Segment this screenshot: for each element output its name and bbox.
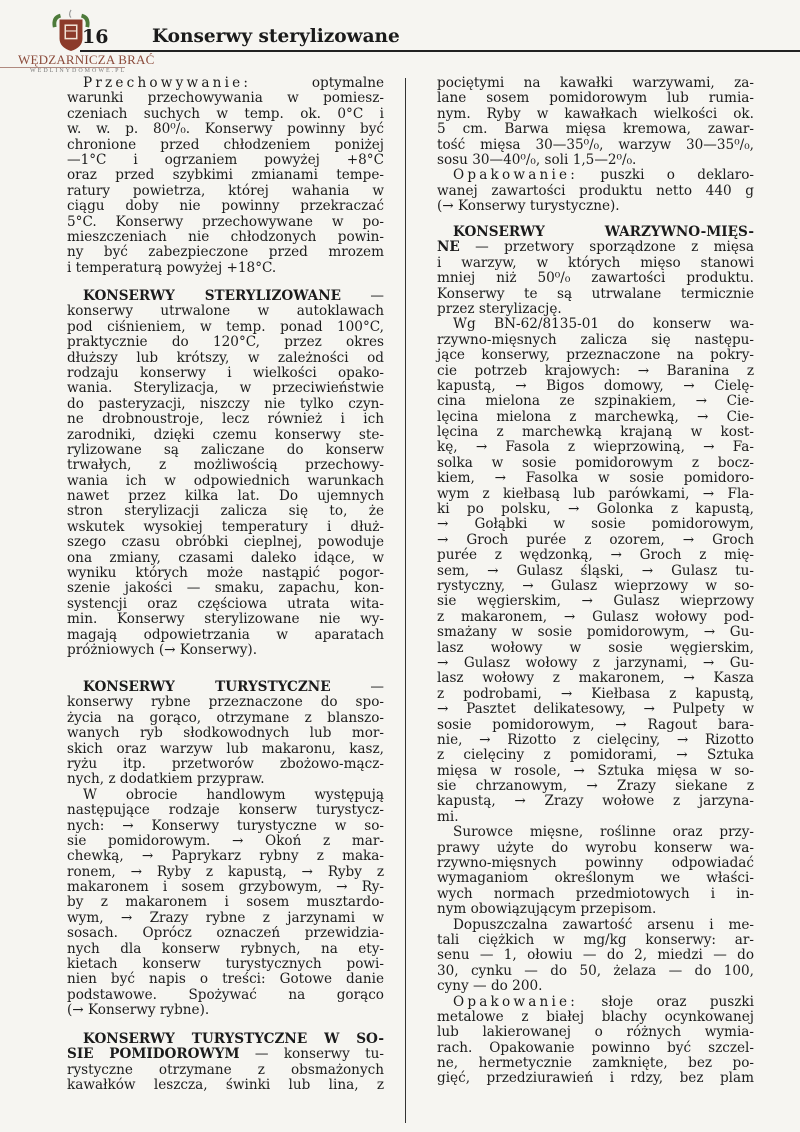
entry-heading: KONSERWY TURYSTYCZNE W SO- (83, 1031, 384, 1047)
text-line: kę, → Fasola z wieprzowiną, → Fa- (437, 439, 754, 456)
text-line: nym. Ryby w kawałkach wielkości ok. (437, 105, 754, 122)
text-line: wyniku których może nastąpić pogor- (67, 565, 384, 582)
text-line: nych, z dodatkiem przypraw. (67, 771, 265, 788)
text-line: pociętymi na kawałki warzywami, za- (437, 75, 754, 91)
text-line: smażany w sosie pomidorowym, → Gu- (437, 624, 754, 641)
text-line: min. Konserwy sterylizowane nie wy- (67, 611, 384, 628)
header-rule (80, 50, 800, 52)
line-text: — przetwory sporządzone z mięsa (459, 239, 754, 256)
text-line: wanych ryb słodkowodnych lub mor- (67, 725, 384, 742)
text-line: → Pasztet delikatesowy, → Pulpety w (437, 701, 754, 718)
text-block (67, 289, 384, 658)
text-line: przez sterylizację. (437, 300, 562, 317)
paragraph (437, 76, 754, 168)
page-title: Konserwy sterylizowane (152, 26, 400, 47)
text-line: mięsa w rosole, → Sztuka mięsa w so- (437, 762, 754, 779)
text-line: sosie pomidorowym, → Ragout bara- (437, 716, 754, 733)
text-line (67, 289, 384, 304)
paragraph (437, 825, 754, 917)
text-line: wym z kiełbasą lub parówkami, → Fla- (437, 485, 754, 502)
text-line: purée z wędzonką, → Groch z mię- (437, 547, 754, 564)
text-line: —1°C i ogrzaniem powyżej +8°C (67, 151, 384, 168)
text-line: Dopuszczalna zawartość arsenu i me- (453, 916, 754, 933)
watermark-site: WEDLINYDOMOWE.PL (30, 68, 127, 74)
text-line (67, 76, 384, 91)
text-line: praktycznie do 120°C, przez okres (67, 334, 384, 351)
text-line: lasz wołowy w sosie węgierskim, (437, 639, 754, 656)
text-line: warunki przechowywania w pomiesz- (67, 90, 384, 107)
text-line: zarodniki, dzięki czemu konserwy ste- (67, 426, 384, 443)
text-line: i warzyw, w których mięso stanowi (437, 254, 754, 271)
text-line: sem, → Gulasz śląski, → Gulasz tu- (437, 562, 754, 579)
text-line: sie węgierskim, → Gulasz wieprzowy (437, 593, 754, 610)
text-line: mieszczeniach nie chłodzonych powin- (67, 228, 384, 245)
line-text: optymalne (251, 75, 384, 91)
text-line: próżniowych (→ Konserwy). (67, 641, 258, 658)
text-line: kapustą, → Zrazy wołowe z jarzyna- (437, 793, 754, 810)
text-line: cina mielona ze szpinakiem, → Cie- (437, 393, 754, 410)
text-line: nie, → Rizotto z cielęciny, → Rizotto (437, 731, 754, 748)
text-line: nych: → Konserwy turystyczne w so- (67, 817, 384, 834)
text-line: wych normach przedmiotowych i in- (437, 885, 754, 902)
text-line (437, 168, 754, 183)
column-divider (405, 78, 406, 1123)
text-line: kapustą, → Bigos domowy, → Cielę- (437, 377, 754, 394)
text-line: kiem, → Fasolka w sosie pomidoro- (437, 470, 754, 487)
text-line: lub lakierowanej o różnych wymia- (437, 1024, 754, 1041)
text-line: lęcina z marchewką krajaną w kost- (437, 424, 754, 441)
text-line: Konserwy te są utrwalane termicznie (437, 285, 754, 302)
text-line: rylizowane są zaliczane do konserw (67, 441, 384, 458)
text-line: konserwy utrwalone w autoklawach (67, 303, 384, 320)
text-line: wskutek wysokiej temperatury i dłuż- (67, 518, 384, 535)
text-line: wania ich w odpowiednich warunkach (67, 472, 384, 489)
text-line: cie potrzeb krajowych: → Baranina z (437, 362, 754, 379)
text-line: szenie jakości — smaku, zapachu, kon- (67, 580, 384, 597)
paragraph (437, 918, 754, 995)
line-text: — (330, 679, 384, 695)
text-line: senu — 1, ołowiu — do 2, miedzi — do (437, 947, 754, 964)
text-line: 5 cm. Barwa mięsa kremowa, zawar- (437, 121, 754, 138)
text-line: chronione przed chłodzeniem poniżej (67, 136, 384, 153)
text-line (437, 225, 754, 240)
spaced-term: Opakowanie: (453, 993, 579, 1010)
text-block (67, 76, 384, 276)
text-line: Surowce mięsne, roślinne oraz przy- (453, 824, 754, 841)
text-line: sosach. Oprócz oznaczeń przewidzia- (67, 925, 384, 942)
text-line: ryżu itp. przetworów zbożowo-mącz- (67, 755, 384, 772)
text-line: z cielęciny z pomidorami, → Sztuka (437, 747, 754, 764)
text-line: szego czasu obróbki cieplnej, powoduje (67, 534, 384, 551)
paragraph (437, 168, 754, 214)
text-line: ciągu doby nie powinny przekraczać (67, 198, 384, 215)
text-line: sie chrzanowym, → Zrazy siekane z (437, 778, 754, 795)
text-line: oraz przed szybkimi zmianami tempe- (67, 167, 384, 184)
text-line: w. w. p. 80⁰/₀. Konserwy powinny być (67, 121, 384, 138)
spaced-term: Przechowywanie: (83, 75, 252, 91)
text-line: gięć, przedziurawień i rdzy, bez plam (437, 1070, 754, 1087)
text-line: chewką, → Paprykarz rybny z maka- (67, 848, 384, 865)
line-text: słoje oraz puszki (578, 993, 754, 1010)
text-block (67, 680, 384, 1019)
text-line: → Groch purée z ozorem, → Groch (437, 531, 754, 548)
paragraph (437, 225, 754, 317)
text-line: ki po polsku, → Golonka z kapustą, (437, 501, 754, 518)
text-line: ronem, → Ryby z kapustą, → Ryby z (67, 863, 384, 880)
text-line: lęcina mielona z marchewką, → Cie- (437, 408, 754, 425)
text-line: nien być napis o treści: Gotowe danie (67, 971, 384, 988)
line-text: — konserwy tu- (239, 1046, 384, 1063)
text-line: ratury powietrza, której wahania w (67, 182, 384, 199)
text-line: z podrobami, → Kiełbasa z kapustą, (437, 685, 754, 702)
text-line: nym obowiązującym przepisom. (437, 901, 657, 918)
text-line: makaronem i sosem grzybowym, → Ry- (67, 879, 384, 896)
text-line: tość mięsa 30—35⁰/₀, warzyw 30—35⁰/₀, (437, 136, 754, 153)
text-line: Wg BN-62/8135-01 do konserw wa- (453, 316, 754, 333)
text-line: (→ Konserwy turystyczne). (437, 198, 620, 215)
watermark-brand: WĘDZARNICZA BRAĆ (18, 52, 155, 67)
text-line: magają odpowietrzania w aparatach (67, 626, 384, 643)
text-line: metalowe z białej blachy ocynkowanej (437, 1008, 754, 1025)
text-line (437, 995, 754, 1010)
text-line: cyny — do 200. (437, 978, 543, 995)
text-line: systencji oraz częściowa utrata wita- (67, 595, 384, 612)
text-line: rach. Opakowanie powinno być szczel- (437, 1039, 754, 1056)
paragraph (437, 317, 754, 825)
text-line: rystyczne otrzymane z obsmażonych (67, 1061, 384, 1078)
entry-heading: KONSERWY STERYLIZOWANE (83, 288, 341, 304)
text-line: rzywno-mięsnych zalicza się następu- (437, 331, 754, 348)
entry-heading: SIE POMIDOROWYM (67, 1046, 240, 1063)
text-line: sosu 30—40⁰/₀, soli 1,5—2⁰/₀. (437, 151, 637, 168)
text-line: ne, hermetycznie zamknięte, bez po- (437, 1055, 754, 1072)
text-line: 30, cynku — do 50, żelaza — do 100, (437, 962, 754, 979)
text-line: wanej zawartości produktu netto 440 g (437, 182, 754, 199)
text-line: wymaganiom określonym we właści- (437, 870, 754, 887)
text-line: prawy użyte do wyrobu konserw wa- (437, 839, 754, 856)
entry-heading: KONSERWY WARZYWNO-MIĘS- (453, 224, 754, 240)
text-block (437, 76, 754, 215)
text-block (67, 1032, 384, 1094)
text-line: tali ciężkich w mg/kg konserwy: ar- (437, 931, 754, 948)
text-line: 5°C. Konserwy przechowywane w po- (67, 213, 384, 230)
text-line: następujące rodzaje konserw turystycz- (67, 802, 384, 819)
text-line: sie pomidorowym. → Okoń z mar- (67, 832, 384, 849)
text-line: rodzaju konserwy i wielkości opako- (67, 364, 384, 381)
text-line: lasz wołowy z makaronem, → Kasza (437, 670, 754, 687)
text-line: rzywno-mięsnych powinny odpowiadać (437, 855, 754, 872)
text-line: by z makaronem i sosem musztardo- (67, 894, 384, 911)
spaced-term: Opakowanie: (453, 167, 579, 184)
text-line: nych dla konserw rybnych, na ety- (67, 940, 384, 957)
text-line: kawałków leszcza, świnki lub lina, z (67, 1077, 384, 1094)
paragraph (67, 76, 384, 276)
paragraph (67, 680, 384, 788)
text-line: ny być zabezpieczone przed mrozem (67, 244, 384, 261)
text-line (67, 1047, 384, 1062)
paragraph (67, 788, 384, 1019)
text-line: nawet przez kilka lat. Do ujemnych (67, 488, 384, 505)
text-line: mi. (437, 808, 459, 825)
text-line: W obrocie handlowym występują (83, 786, 384, 803)
paragraph (67, 289, 384, 658)
text-line: jące konserwy, przeznaczone na pokry- (437, 347, 754, 364)
text-line: → Gulasz wołowy z jarzynami, → Gu- (437, 654, 754, 671)
text-line: trwałych, z możliwością przechowy- (67, 457, 384, 474)
text-line: solka w sosie pomidorowym z bocz- (437, 454, 754, 471)
text-line: kietach konserw turystycznych powi- (67, 956, 384, 973)
text-line: czeniach suchych w temp. ok. 0°C i (67, 105, 384, 122)
text-line: pod ciśnieniem, w temp. ponad 100°C, (67, 318, 384, 335)
text-line: skich oraz warzyw lub makaronu, kasz, (67, 740, 384, 757)
text-line: podstawowe. Spożywać na gorąco (67, 986, 384, 1003)
text-line: (→ Konserwy rybne). (67, 1002, 210, 1019)
text-line: wym, → Zrazy rybne z jarzynami w (67, 909, 384, 926)
text-line (437, 240, 754, 255)
text-line: → Gołąbki w sosie pomidorowym, (437, 516, 754, 533)
text-line: konserwy rybne przeznaczone do spo- (67, 694, 384, 711)
text-line (67, 680, 384, 695)
text-line: z makaronem, → Gulasz wołowy pod- (437, 608, 754, 625)
text-line (67, 1032, 384, 1047)
entry-heading: NE (437, 239, 460, 256)
text-line: i temperaturą powyżej +18°C. (67, 259, 277, 276)
line-text: puszki o deklaro- (578, 167, 754, 184)
text-line: ona zmiany, czasami daleko idące, w (67, 549, 384, 566)
entry-heading: KONSERWY TURYSTYCZNE (83, 679, 331, 695)
text-line: rystyczny, → Gulasz wieprzowy w so- (437, 577, 754, 594)
text-line: stron sterylizacji zalicza się to, że (67, 503, 384, 520)
text-line: dłuższy lub krótszy, w zależności od (67, 349, 384, 366)
text-line: lane sosem pomidorowym lub rumia- (437, 90, 754, 107)
text-line: ne drobnoustroje, lecz również i ich (67, 411, 384, 428)
text-line: wania. Sterylizacja, w przeciwieństwie (67, 380, 384, 397)
page-number: 16 (82, 26, 109, 48)
text-line: mniej niż 50⁰/₀ zawartości produktu. (437, 270, 754, 287)
text-line: życia na gorąco, otrzymane z blanszo- (67, 709, 384, 726)
paragraph (67, 1032, 384, 1094)
line-text: — (340, 288, 384, 304)
paragraph (437, 995, 754, 1087)
text-block (437, 225, 754, 1087)
text-line: do pasteryzacji, niszczy nie tylko czyn- (67, 395, 384, 412)
